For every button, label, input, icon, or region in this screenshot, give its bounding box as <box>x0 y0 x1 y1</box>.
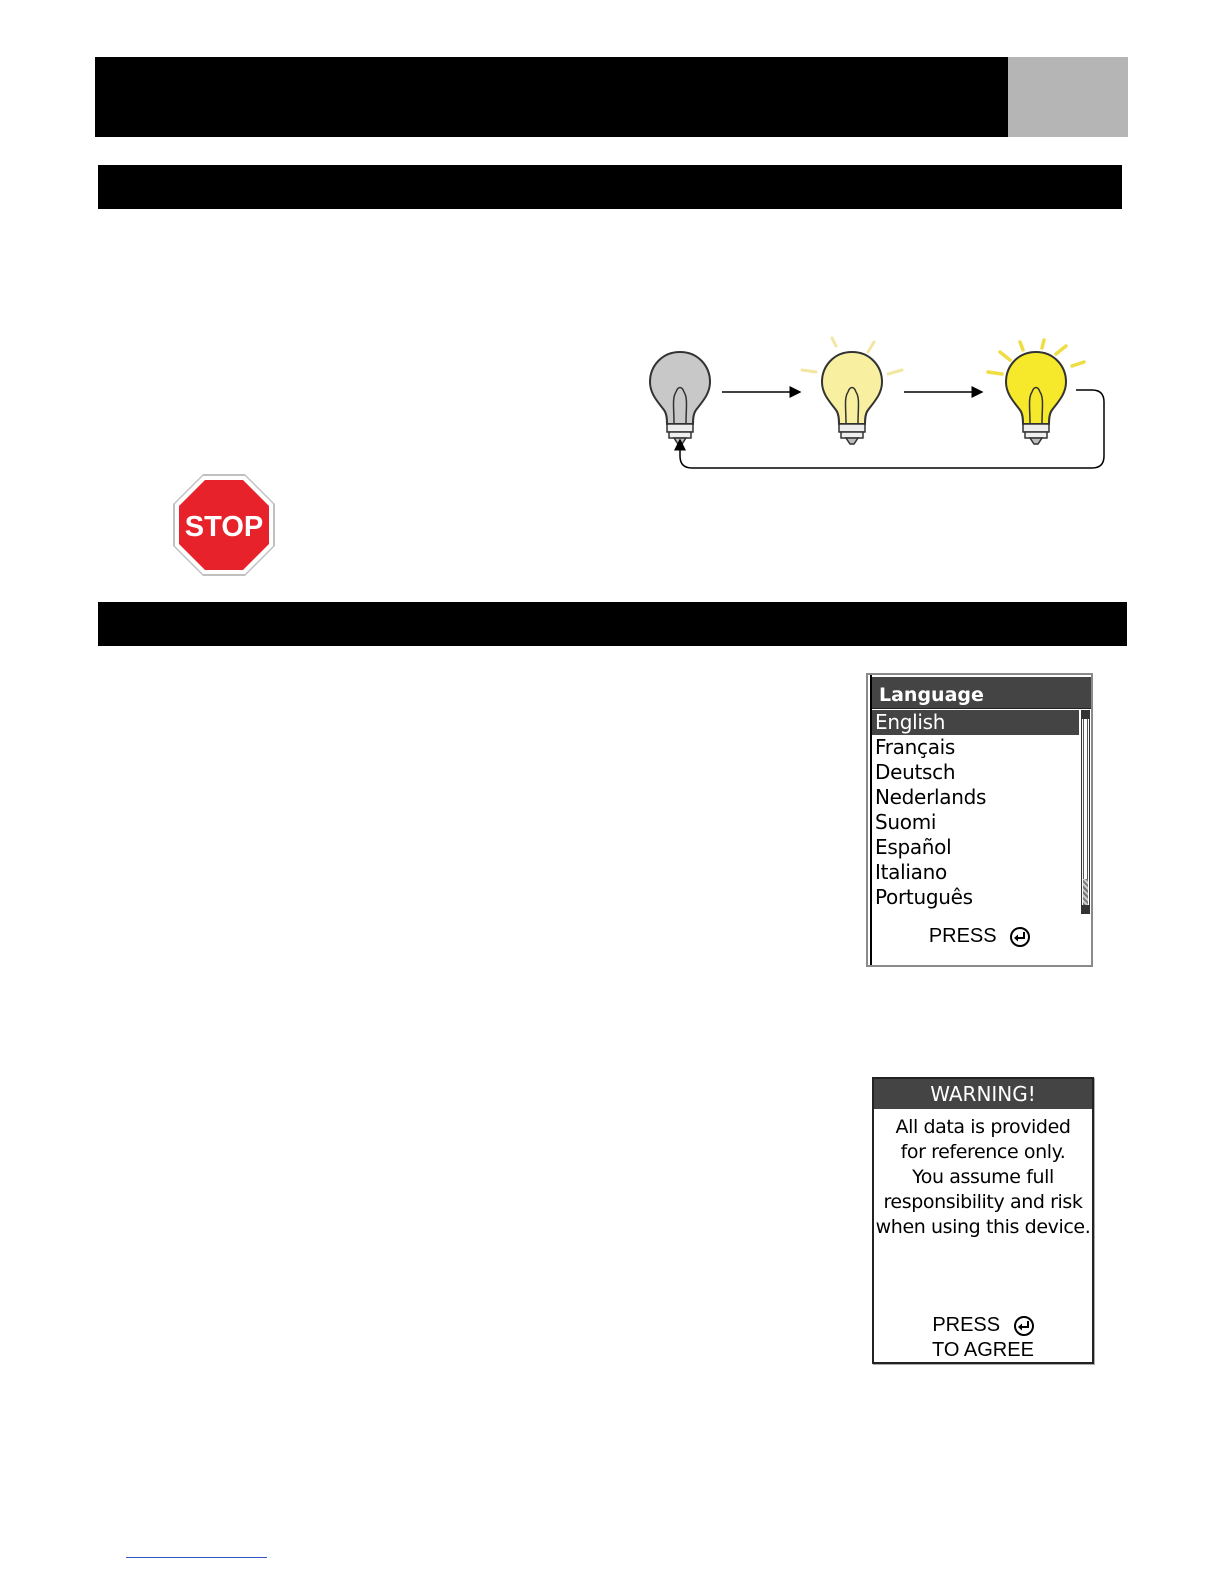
scrollbar-thumb[interactable] <box>1083 719 1088 879</box>
warning-line: You assume full <box>912 1166 1054 1188</box>
enter-icon <box>1010 927 1030 947</box>
section-heading-bar-setup <box>98 602 1127 646</box>
press-label: PRESS <box>932 1314 1001 1336</box>
warning-line: when using this device. <box>875 1216 1091 1238</box>
language-option-deutsch[interactable]: Deutsch <box>875 760 956 784</box>
language-option-suomi[interactable]: Suomi <box>875 810 937 834</box>
language-option-english[interactable]: English <box>872 710 1079 735</box>
language-option-portugues[interactable]: Português <box>875 885 973 909</box>
language-option-italiano[interactable]: Italiano <box>875 860 947 884</box>
warning-screen <box>872 1077 1094 1364</box>
warning-message <box>874 1115 1092 1240</box>
backlight-cycle-diagram <box>630 330 1120 480</box>
scroll-down-arrow-icon[interactable] <box>1082 905 1089 913</box>
warning-line: All data is provided <box>895 1116 1071 1138</box>
section-heading-bar-backlight <box>98 165 1122 209</box>
language-list <box>872 710 1079 910</box>
language-option-nederlands[interactable]: Nederlands <box>875 785 987 809</box>
stop-sign-icon <box>172 473 276 577</box>
footer-link-underline[interactable] <box>126 1557 267 1558</box>
header-page-tab <box>1008 57 1128 137</box>
bulb-dim-icon <box>802 338 902 444</box>
warning-line: for reference only. <box>900 1141 1066 1163</box>
scrollbar-track <box>1083 879 1088 905</box>
language-scrollbar[interactable] <box>1081 710 1090 914</box>
scroll-up-arrow-icon[interactable] <box>1082 711 1089 719</box>
bulb-off-icon <box>650 352 710 444</box>
stop-sign-text: STOP <box>184 511 264 543</box>
press-label: PRESS <box>928 925 997 947</box>
warning-line: responsibility and risk <box>883 1191 1083 1213</box>
language-option-espanol[interactable]: Español <box>875 835 952 859</box>
agree-label: TO AGREE <box>932 1339 1034 1361</box>
language-select-screen <box>866 673 1093 967</box>
warning-agree-instruction <box>874 1313 1092 1363</box>
language-option-francais[interactable]: Français <box>875 735 956 759</box>
bulb-bright-icon <box>988 340 1084 444</box>
header-bar <box>95 57 1008 137</box>
language-press-instruction <box>868 925 1091 948</box>
enter-icon <box>1014 1316 1034 1336</box>
language-screen-title: Language <box>872 677 1091 709</box>
warning-title: WARNING! <box>874 1079 1092 1109</box>
